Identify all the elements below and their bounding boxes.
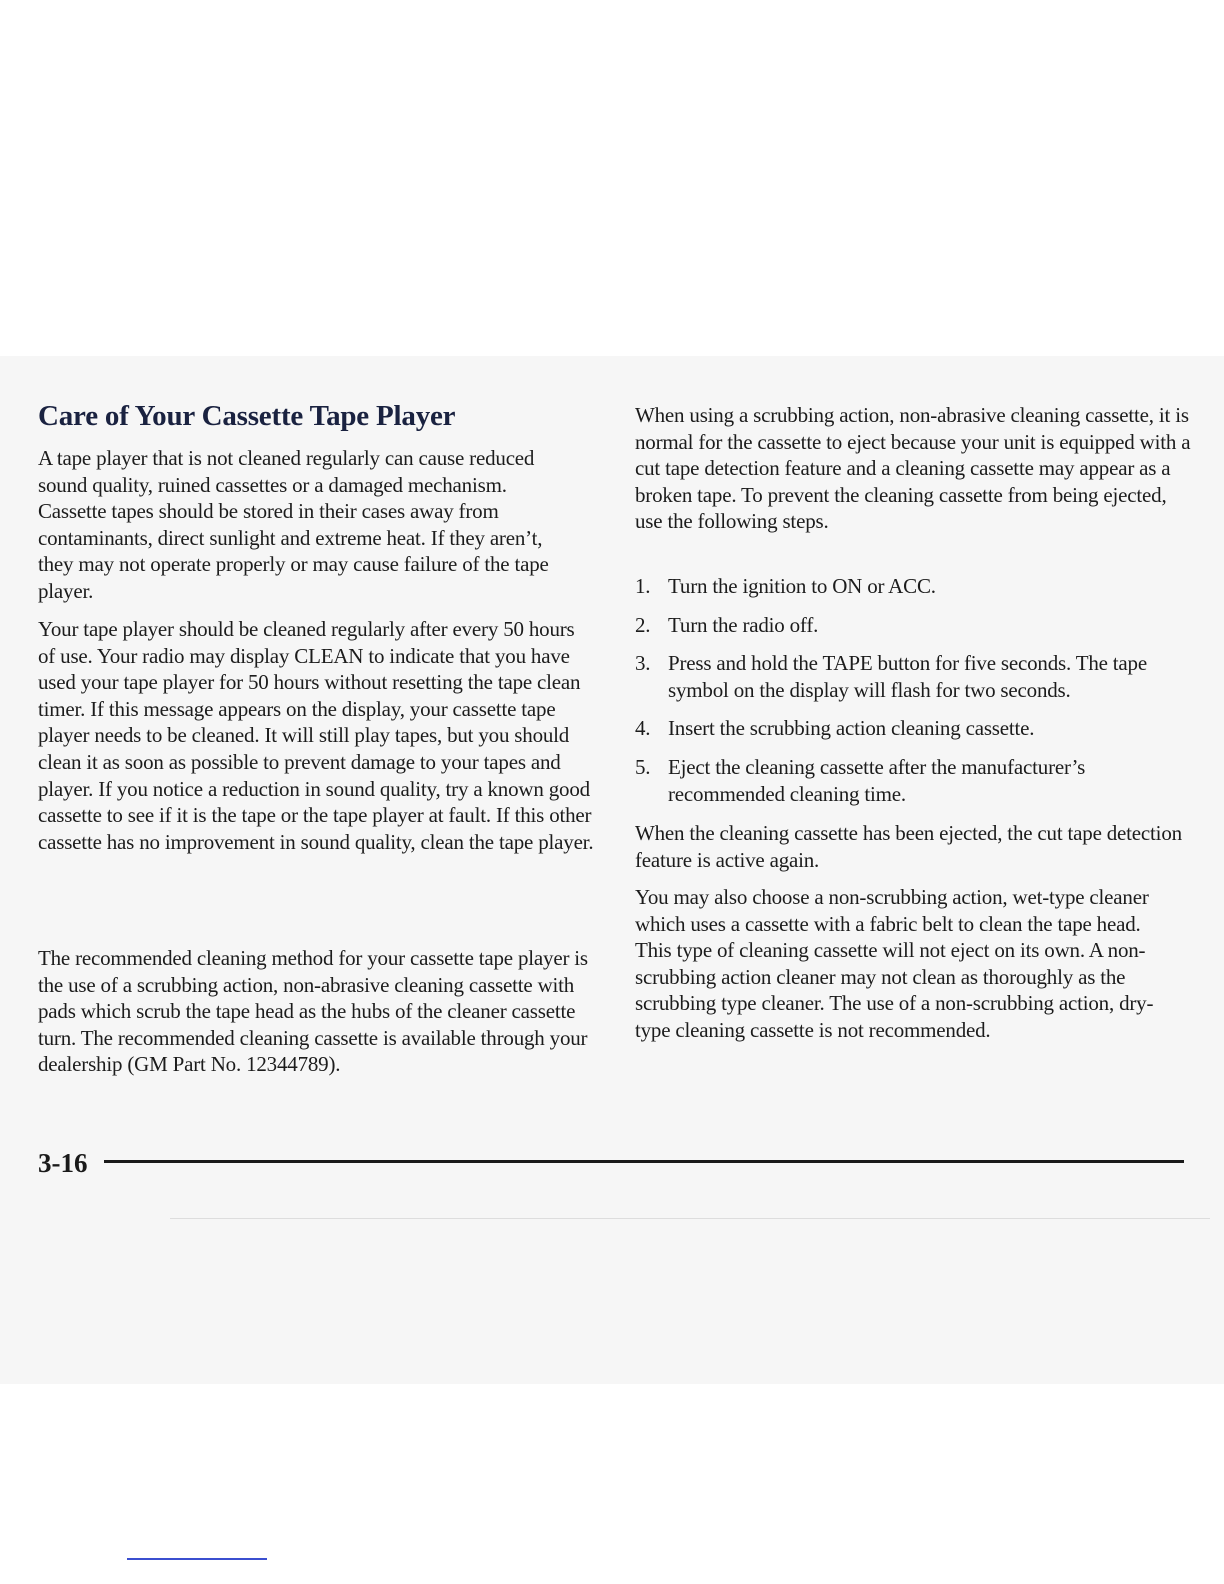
cleaning-steps-list <box>635 573 1195 819</box>
section-title: Care of Your Cassette Tape Player <box>38 400 456 432</box>
left-paragraph-2: Your tape player should be cleaned regularly after every 50 hours of use. Your radio may display CLEAN to indicate that you have used your tape player for 50 hours without resetting the tape clean timer. If this message appears on the display, your cassette tape player needs to be cleaned. It will still play tapes, but you should clean it as soon as possible to prevent damage to your tapes and player. If you notice a reduction in sound quality, try a known good cassette to see if it is the tape or the tape player at fault. If this other cassette has no improvement in sound quality, clean the tape player. <box>38 617 594 854</box>
step-item <box>635 612 1195 639</box>
right-after-steps-paragraph: When the cleaning cassette has been ejected, the cut tape detection feature is active again. <box>635 821 1182 872</box>
step-item <box>635 715 1195 742</box>
right-closing-paragraph: You may also choose a non-scrubbing action, wet-type cleaner which uses a cassette with a fabric belt to clean the tape head. This type of cleaning cassette will not eject on its own. A non-scrubbing action cleaner may not clean as thoroughly as the scrubbing type cleaner. The use of a non-scrubbing action, dry-type cleaning cassette is not recommended. <box>635 885 1154 1042</box>
step-text: Insert the scrubbing action cleaning cassette. <box>668 716 1035 741</box>
step-text: Turn the radio off. <box>668 612 819 637</box>
step-text: Press and hold the TAPE button for five seconds. The tape symbol on the display will flash for two seconds. <box>668 651 1147 702</box>
step-text: Eject the cleaning cassette after the manufacturer’s recommended cleaning time. <box>668 754 1086 806</box>
step-item <box>635 573 1195 600</box>
page-number: 3-16 <box>38 1148 88 1178</box>
step-number: 1. <box>635 574 651 598</box>
step-item <box>635 650 1195 703</box>
left-paragraph-1: A tape player that is not cleaned regularly can cause reduced sound quality, ruined cassettes or a damaged mechanism. Cassette tapes should be stored in their cases away from contaminants, direct sunlight and extreme heat. If they aren’t, they may not operate properly or may cause failure of the tape player. <box>38 446 549 603</box>
link-underline-mark[interactable] <box>127 1558 267 1560</box>
right-intro-paragraph: When using a scrubbing action, non-abrasive cleaning cassette, it is normal for the cassette to eject because your unit is equipped with a cut tape detection feature and a cleaning cassette may appear as a broken tape. To prevent the cleaning cassette from being ejected, use the following steps. <box>635 403 1191 534</box>
footer-rule <box>104 1160 1184 1163</box>
step-text: Turn the ignition to ON or ACC. <box>668 574 936 598</box>
left-paragraph-3: The recommended cleaning method for your cassette tape player is the use of a scrubbing action, non-abrasive cleaning cassette with pads which scrub the tape head as the hubs of the cleaner cassette turn. The recommended cleaning cassette is available through your dealership (GM Part No. 12344789). <box>38 946 588 1077</box>
step-number: 3. <box>635 651 651 676</box>
step-number: 2. <box>635 612 651 637</box>
step-number: 4. <box>635 716 651 741</box>
step-number: 5. <box>635 754 651 779</box>
step-item <box>635 754 1195 807</box>
faint-divider <box>170 1218 1210 1219</box>
